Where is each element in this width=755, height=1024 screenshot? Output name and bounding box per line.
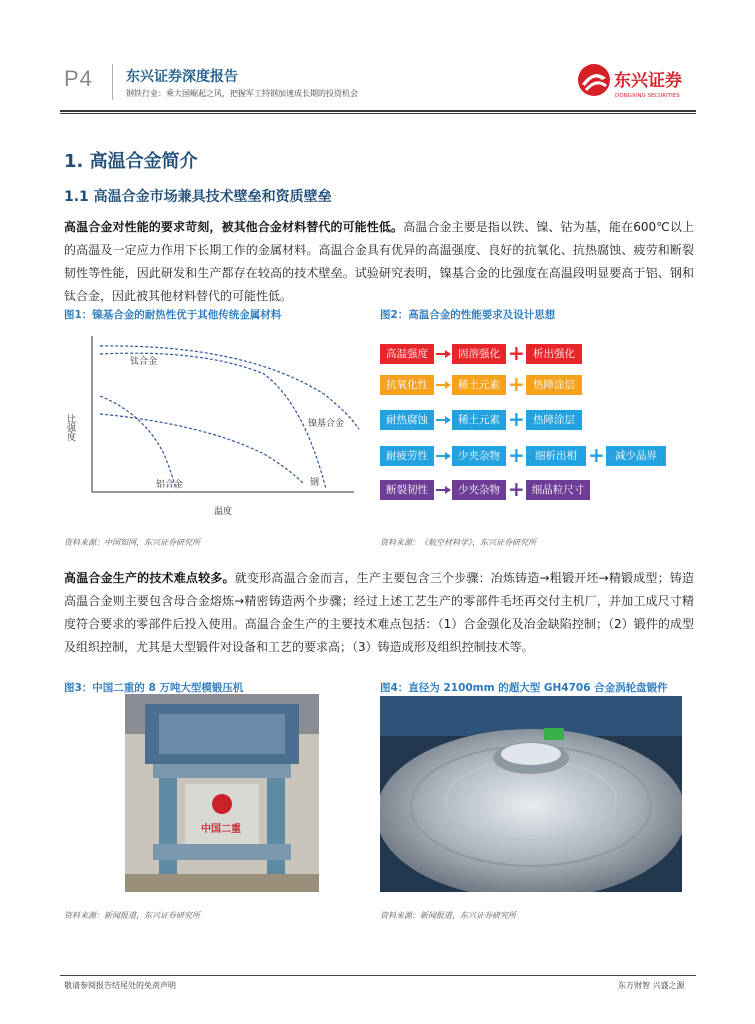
fig4-title: 图4：直径为 2100mm 的超大型 GH4706 合金涡轮盘锻件 <box>380 682 668 694</box>
fig2-plus: + <box>508 443 525 467</box>
fig1-ylabel: 比强度 <box>65 414 75 441</box>
fig2-item-3-1: 稀土元素 <box>452 410 506 430</box>
fig2-arrow <box>436 419 450 421</box>
fig4-photo <box>380 696 682 892</box>
fig2-item-5-2: 细晶粒尺寸 <box>526 480 590 500</box>
fig2-req-1: 高温强度 <box>380 344 434 364</box>
company-logo <box>574 60 694 104</box>
fig2-req-5: 断裂韧性 <box>380 480 434 500</box>
fig1-xlabel: 温度 <box>214 507 233 517</box>
page-number: P4 <box>64 66 93 91</box>
header-divider <box>112 64 113 100</box>
fig2-plus: + <box>508 407 525 431</box>
fig2-title: 图2：高温合金的性能要求及设计思想 <box>380 309 556 321</box>
paragraph-lead: 高温合金生产的技术难点较多。 <box>64 571 235 585</box>
paragraph-body: 高温合金主要是指以铁、镍、钴为基，能在600℃以上的高温及一定应力作用下长期工作的金属材料。高温合金具有优异的高温强度、良好的抗氧化、抗热腐蚀、疲劳和断裂韧性等性能，因此研发和生产都存在较高的技术壁垒。试验研究表明，镍基合金的比强度在高温段明显要高于铝、钢和钛合金，因此被其他材料替代的可能性低。 <box>64 220 694 303</box>
fig2-plus: + <box>508 372 525 396</box>
fig2-item-4-3: 减少晶界 <box>606 446 666 466</box>
paragraph-production <box>64 567 694 659</box>
fig1-title: 图1：镍基合金的耐热性优于其他传统金属材料 <box>64 309 282 321</box>
fig3-machine-text: 中国二重 <box>201 824 241 835</box>
report-subtitle: 钢铁行业：乘大国崛起之风，把握军工特钢加速成长期的投资机会 <box>126 89 358 98</box>
fig2-arrow <box>436 384 450 386</box>
header-rule-thin <box>60 113 696 114</box>
fig1-label-al: 铝合金 <box>156 480 184 490</box>
footer-rule <box>60 975 696 976</box>
fig2-item-3-2: 热障涂层 <box>526 410 582 430</box>
fig2-arrow <box>436 353 450 355</box>
fig1-label-steel: 钢 <box>310 478 320 488</box>
fig1-chart <box>64 324 364 524</box>
fig2-req-3: 耐热腐蚀 <box>380 410 434 430</box>
paragraph-intro <box>64 216 694 308</box>
fig1-source: 资料来源：中国知网，东兴证券研究所 <box>64 538 200 547</box>
footer-slogan: 东方财智 兴盛之源 <box>618 981 685 990</box>
fig3-title: 图3：中国二重的 8 万吨大型模锻压机 <box>64 682 244 694</box>
fig2-item-4-2: 细析出相 <box>526 446 586 466</box>
fig3-photo <box>125 694 319 892</box>
fig2-item-1-2: 析出强化 <box>526 344 582 364</box>
fig2-item-5-1: 少夹杂物 <box>452 480 506 500</box>
svg-text:DONGXING SECURITIES: DONGXING SECURITIES <box>615 93 680 99</box>
fig4-source: 资料来源：新闻报道，东兴证券研究所 <box>380 911 516 920</box>
fig1-label-ni: 镍基合金 <box>308 419 345 429</box>
paragraph-body: 就变形高温合金而言，生产主要包含三个步骤：冶炼铸造→粗锻开坯→精锻成型；铸造高温合金则主要包含母合金熔炼→精密铸造两个步骤；经过上述工艺生产的零部件毛坯再交付主机厂，并加工成尺寸精度符合要求的零部件后投入使用。高温合金生产的主要技术难点包括：（1）合金强化及冶金缺陷控制；（2）锻件的成型及组织控制，尤其是大型锻件对设备和工艺的要求高；（3）铸造成形及组织控制技术等。 <box>64 571 694 654</box>
fig2-plus: + <box>508 477 525 501</box>
footer-disclaimer: 敬请参阅报告结尾处的免责声明 <box>64 981 176 990</box>
subsection-heading: 1.1 高温合金市场兼具技术壁垒和资质壁垒 <box>64 189 332 205</box>
fig2-plus: + <box>588 443 605 467</box>
fig1-label-ti: 钛合金 <box>130 357 158 367</box>
fig3-source: 资料来源：新闻报道，东兴证券研究所 <box>64 911 200 920</box>
section-heading: 1. 高温合金简介 <box>64 151 198 172</box>
fig2-diagram <box>380 340 700 510</box>
fig2-item-1-1: 固溶强化 <box>452 344 506 364</box>
svg-text:东兴证券: 东兴证券 <box>614 71 682 91</box>
paragraph-lead: 高温合金对性能的要求苛刻，被其他合金材料替代的可能性低。 <box>64 220 404 234</box>
fig2-req-4: 耐疲劳性 <box>380 446 434 466</box>
fig2-source: 资料来源：《航空材料学》，东兴证券研究所 <box>380 538 536 547</box>
fig2-item-4-1: 少夹杂物 <box>452 446 506 466</box>
fig2-arrow <box>436 489 450 491</box>
report-title: 东兴证券深度报告 <box>126 69 238 85</box>
header-rule <box>60 110 696 112</box>
fig2-req-2: 抗氧化性 <box>380 375 434 395</box>
fig2-item-2-2: 热障涂层 <box>526 375 582 395</box>
fig2-item-2-1: 稀土元素 <box>452 375 506 395</box>
fig2-plus: + <box>508 341 525 365</box>
fig2-arrow <box>436 455 450 457</box>
